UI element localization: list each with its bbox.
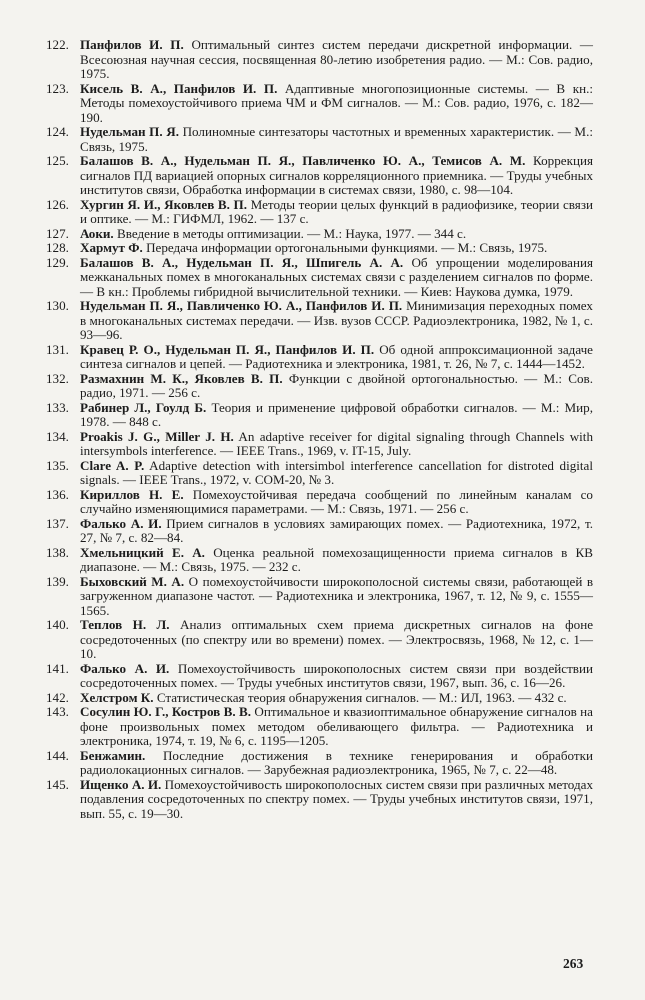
reference-authors: Рабинер Л., Гоулд Б. [80, 399, 207, 415]
reference-number: 128. [46, 240, 69, 255]
reference-entry [0, 488, 645, 517]
reference-entry [0, 546, 645, 575]
reference-number: 135. [46, 457, 69, 473]
reference-authors: Ищенко А. И. [80, 776, 162, 792]
reference-text: Передача информации ортогональными функциями. — М.: Связь, 1975. [146, 240, 548, 255]
reference-authors: Кравец Р. О., Нудельман П. Я., Панфилов И. П. [80, 341, 375, 357]
reference-entry [0, 154, 645, 198]
page-number: 263 [563, 956, 584, 971]
reference-authors: Размахнин М. К., Яковлев В. П. [80, 370, 283, 386]
reference-authors: Бенжамин. [80, 747, 146, 763]
reference-authors: Нудельман П. Я. [80, 124, 179, 139]
reference-authors: Балашов В. А., Нудельман П. Я., Шпигель А. А. [80, 254, 404, 270]
reference-text: An adaptive receiver for digital signaling through Channels with intersymbols interference. — IEEE Trans., 1969, v. IT-15, July. [80, 428, 593, 458]
reference-authors: Хармут Ф. [80, 240, 143, 255]
reference-authors: Нудельман П. Я., Павличенко Ю. А., Панфилов И. П. [80, 298, 403, 313]
reference-entry [0, 575, 645, 619]
reference-number: 123. [46, 80, 69, 96]
reference-number: 124. [46, 124, 69, 139]
reference-text: О помехоустойчивости широкополосной системы связи, работающей в загруженном диапазоне частот. — Радиотехника и электроника, 1967, т. 12, № 9, с. 1555—1565. [80, 573, 593, 618]
reference-number: 133. [46, 399, 69, 415]
reference-entry [0, 82, 645, 126]
reference-entry [0, 662, 645, 691]
reference-text: Последние достижения в технике генерирования и обработки радиолокационных сигналов. — Зарубежная радиоэлектроника, 1965, № 7, с. 22—48. [80, 747, 594, 777]
reference-authors: Быховский М. А. [80, 573, 185, 589]
reference-entry [0, 691, 645, 706]
reference-number: 122. [46, 37, 69, 52]
reference-authors: Proakis J. G., Miller J. H. [80, 428, 234, 444]
reference-entry [0, 343, 645, 372]
reference-text: Введение в методы оптимизации. — М.: Наука, 1977. — 344 с. [116, 225, 467, 241]
reference-entry [0, 372, 645, 401]
reference-authors: Хмельницкий Е. А. [80, 544, 205, 560]
reference-text: Теория и применение цифровой обработки сигналов. — М.: Мир, 1978. — 848 с. [80, 399, 593, 429]
reference-authors: Хургин Я. И., Яковлев В. П. [80, 196, 247, 212]
reference-number: 130. [46, 298, 69, 313]
reference-entry [0, 430, 645, 459]
reference-number: 132. [46, 370, 69, 386]
reference-entry [0, 125, 645, 154]
reference-authors: Фалько А. И. [80, 515, 162, 531]
reference-entry [0, 705, 645, 749]
reference-text: Помехоустойчивость широкополосных систем связи при воздействии сосредоточенных помех. — Труды учебных институтов связи, 1967, вып. 36, с. 16—26. [80, 660, 593, 690]
reference-number: 134. [46, 428, 69, 444]
reference-text: Коррекция сигналов ПД вариацией опорных сигналов корреляционного приемника. — Труды учебных институтов связи, Обработка информации в системах связи, 1980, с. 98—104. [80, 153, 593, 197]
reference-entry [0, 256, 645, 300]
reference-authors: Балашов В. А., Нудельман П. Я., Павличенко Ю. А., Темисов А. М. [80, 153, 526, 168]
reference-entry [0, 38, 645, 82]
reference-authors: Теплов Н. Л. [80, 617, 170, 632]
reference-text: Функции с двойной ортогональностью. — М.: Сов. радио, 1971. — 256 с. [80, 370, 594, 400]
reference-number: 143. [46, 704, 69, 719]
reference-number: 139. [46, 573, 69, 589]
reference-entry [0, 618, 645, 662]
reference-number: 145. [46, 776, 69, 792]
reference-number: 137. [46, 515, 69, 531]
reference-entry [0, 459, 645, 488]
reference-text: Статистическая теория обнаружения сигналов. — М.: ИЛ, 1963. — 432 с. [156, 689, 567, 705]
reference-entry [0, 778, 645, 822]
reference-text: Методы теории целых функций в радиофизике, теории связи и оптике. — М.: ГИФМЛ, 1962. — 137 с. [80, 196, 593, 226]
reference-text: Adaptive detection with intersimbol interference cancellation for distroted digital signals. — IEEE Trans., 1972, v. COM-20, № 3. [80, 457, 593, 487]
reference-text: Помехоустойчивая передача сообщений по линейным каналам со случайно изменяющимися параметрами. — М.: Связь, 1971. — 256 с. [80, 486, 593, 516]
reference-number: 138. [46, 544, 69, 560]
reference-entry [0, 517, 645, 546]
reference-entry [0, 198, 645, 227]
reference-number: 136. [46, 486, 69, 502]
reference-text: Оптимальный синтез систем передачи дискретной информации. — Всесоюзная научная сессия, посвященная 80-летию изобретения радио. — М.: Сов. радио, 1975. [80, 37, 593, 81]
reference-number: 141. [46, 660, 69, 676]
reference-text: Прием сигналов в условиях замирающих помех. — Радиотехника, 1972, т. 27, № 7, с. 82—84. [80, 515, 593, 545]
reference-number: 129. [46, 254, 69, 270]
reference-authors: Кисель В. А., Панфилов И. П. [80, 80, 278, 96]
reference-list [0, 38, 645, 821]
reference-authors: Clare A. P. [80, 457, 145, 473]
reference-number: 125. [46, 153, 69, 168]
reference-number: 144. [46, 747, 69, 763]
reference-authors: Фалько А. И. [80, 660, 170, 676]
reference-text: Об одной аппроксимационной задаче синтеза сигналов и цепей. — Радиотехника и электроника, 1981, т. 26, № 7, с. 1444—1452. [80, 341, 593, 371]
reference-entry [0, 749, 645, 778]
reference-text: Оптимальное и квазиоптимальное обнаружение сигналов на фоне произвольных помех методом обеливающего фильтра. — Радиотехника и электроника, 1974, т. 19, № 6, с. 1195—1205. [80, 704, 593, 748]
reference-text: Помехоустойчивость широкополосных систем связи при различных методах подавления сосредоточенных по спектру помех. — Труды учебных институтов связи, 1971, вып. 55, с. 19—30. [80, 776, 594, 821]
reference-number: 126. [46, 196, 69, 212]
reference-text: Минимизация переходных помех в многоканальных системах передачи. — Изв. вузов СССР. Радиоэлектроника, 1982, № 1, с. 93—96. [80, 298, 593, 342]
reference-entry [0, 299, 645, 343]
reference-text: Оценка реальной помехозащищенности приема сигналов в КВ диапазоне. — М.: Связь, 1975. — 232 с. [80, 544, 594, 574]
reference-authors: Кириллов Н. Е. [80, 486, 184, 502]
reference-text: Анализ оптимальных схем приема дискретных сигналов на фоне сосредоточенных (по спектру или во времени) помех. — Электросвязь, 1968, № 12, с. 1—10. [80, 617, 594, 661]
reference-authors: Аоки. [80, 225, 114, 241]
reference-entry [0, 241, 645, 256]
reference-text: Полиномные синтезаторы частотных и временных характеристик. — М.: Связь, 1975. [80, 124, 593, 154]
reference-number: 131. [46, 341, 69, 357]
reference-entry [0, 227, 645, 242]
reference-text: Адаптивные многопозиционные системы. — В кн.: Методы помехоустойчивого приема ЧМ и ФМ сигналов. — М.: Сов. радио, 1976, с. 182—190. [80, 80, 594, 125]
reference-number: 142. [46, 689, 69, 705]
reference-number: 127. [46, 225, 69, 241]
reference-entry [0, 401, 645, 430]
reference-number: 140. [46, 617, 69, 632]
reference-authors: Панфилов И. П. [80, 37, 184, 52]
reference-text: Об упрощении моделирования межканальных помех в многоканальных системах связи с разделением сигналов по форме. — В кн.: Проблемы гибридной вычислительной техники. — Киев: Наукова думка, 1979. [80, 254, 594, 299]
reference-authors: Сосулин Ю. Г., Костров В. В. [80, 704, 252, 719]
reference-authors: Хелстром К. [80, 689, 154, 705]
